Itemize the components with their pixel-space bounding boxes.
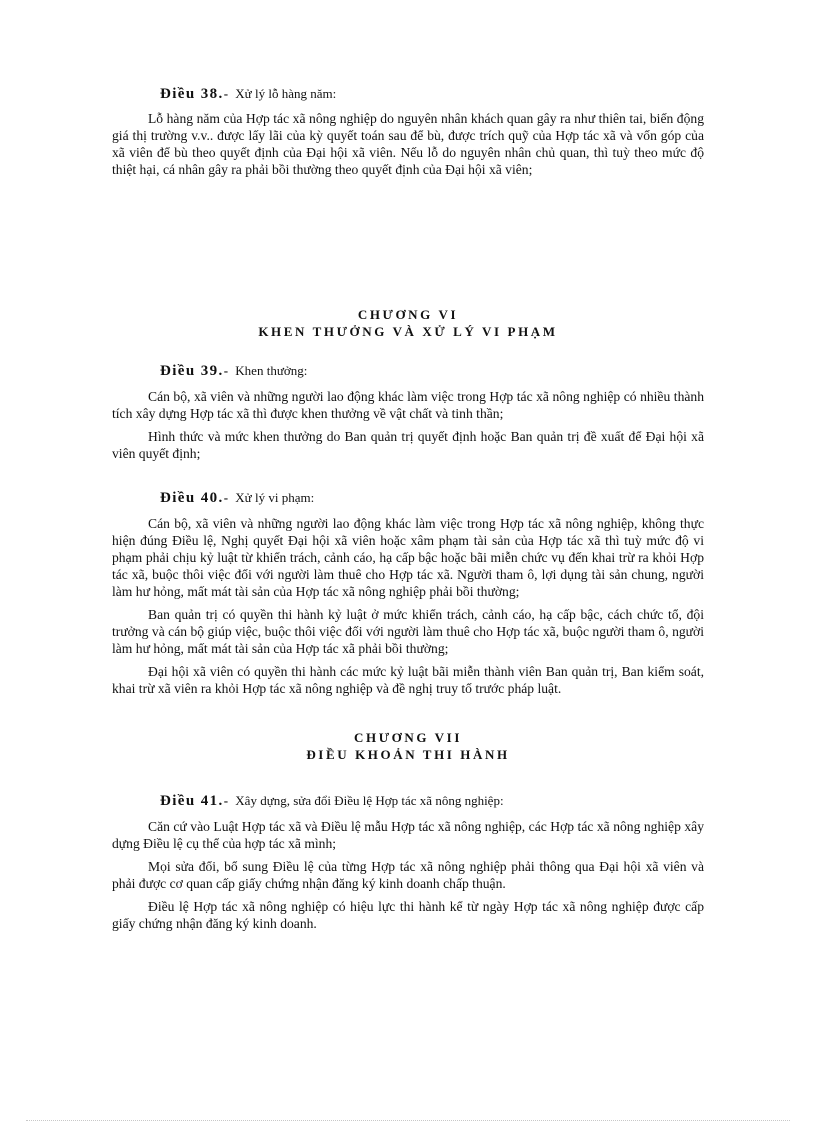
article-39-heading xyxy=(112,363,704,380)
article-40-paragraph-1: Cán bộ, xã viên và những người lao động khác làm việc trong Hợp tác xã nông nghiệp, không thực hiện đúng Điều lệ, Nghị quyết Đại hội xã viên hoặc xâm phạm tài sản của Hợp tác xã thì tuỳ mức độ vi phạm phải chịu kỷ luật từ khiển trách, cảnh cáo, hạ cấp bậc hoặc bãi miễn chức vụ đến khai trừ ra khỏi Hợp tác xã, buộc thôi việc đối với người làm thuê cho Hợp tác xã. Người tham ô, lợi dụng tài sản chung, người làm hư hỏng, mất mát tài sản của Hợp tác xã nông nghiệp phải bồi thường; xyxy=(112,516,704,599)
article-38 xyxy=(112,86,704,178)
article-40-dash: - xyxy=(223,490,229,505)
article-39-dash: - xyxy=(223,363,229,378)
article-41 xyxy=(112,793,704,932)
article-40 xyxy=(112,490,704,697)
article-38-heading xyxy=(112,86,704,103)
article-41-heading xyxy=(112,793,704,810)
article-40-paragraph-2: Ban quản trị có quyền thi hành kỷ luật ở mức khiển trách, cảnh cáo, hạ cấp bậc, cách chức tổ, đội trưởng và cán bộ giúp việc, buộc thôi việc đối với người làm thuê cho Hợp tác xã, buộc người tham ô, người làm hư hỏng, mất mát tài sản của Hợp tác xã phải bồi thường; xyxy=(112,607,704,656)
article-38-dash: - xyxy=(223,86,229,101)
article-41-dash: - xyxy=(223,793,229,808)
chapter-6-heading xyxy=(112,306,704,340)
chapter-7-heading xyxy=(112,729,704,763)
article-40-label: Điều 40. xyxy=(160,490,224,506)
page-bottom-rule xyxy=(26,1120,790,1121)
article-39-label: Điều 39. xyxy=(160,363,224,379)
article-41-paragraph-2: Mọi sửa đổi, bổ sung Điều lệ của từng Hợp tác xã nông nghiệp phải thông qua Đại hội xã viên và phải được cơ quan cấp giấy chứng nhận đăng ký kinh doanh chấp thuận. xyxy=(112,859,704,891)
chapter-7-title: ĐIỀU KHOẢN THI HÀNH xyxy=(306,747,510,762)
article-39-paragraph-1: Cán bộ, xã viên và những người lao động khác làm việc trong Hợp tác xã nông nghiệp có nhiều thành tích xây dựng Hợp tác xã thì được khen thưởng về vật chất và tinh thần; xyxy=(112,389,704,421)
chapter-6-number: CHƯƠNG VI xyxy=(357,307,459,322)
article-40-subtitle: Xử lý vi phạm: xyxy=(235,490,315,505)
article-40-paragraph-3: Đại hội xã viên có quyền thi hành các mức kỷ luật bãi miễn thành viên Ban quản trị, Ban kiểm soát, khai trừ xã viên ra khỏi Hợp tác xã nông nghiệp và đề nghị truy tố trước pháp luật. xyxy=(112,664,704,696)
article-40-heading xyxy=(112,490,704,507)
article-38-subtitle: Xử lý lỗ hàng năm: xyxy=(235,86,337,101)
article-41-paragraph-3: Điều lệ Hợp tác xã nông nghiệp có hiệu lực thi hành kể từ ngày Hợp tác xã nông nghiệp được cấp giấy chứng nhận đăng ký kinh doanh. xyxy=(112,899,704,931)
article-41-subtitle: Xây dựng, sửa đổi Điều lệ Hợp tác xã nông nghiệp: xyxy=(235,793,504,808)
article-39-subtitle: Khen thưởng: xyxy=(235,363,308,378)
article-41-label: Điều 41. xyxy=(160,793,224,809)
article-39 xyxy=(112,363,704,462)
chapter-6-title: KHEN THƯỞNG VÀ XỬ LÝ VI PHẠM xyxy=(258,324,558,339)
article-38-paragraph-1: Lỗ hàng năm của Hợp tác xã nông nghiệp do nguyên nhân khách quan gây ra như thiên tai, biến động giá thị trường v.v.. được lấy lãi của kỳ quyết toán sau để bù, được trích quỹ của Hợp tác xã và vốn góp của xã viên để bù theo quyết định của Đại hội xã viên. Nếu lỗ do nguyên nhân chủ quan, thì tuỳ theo mức độ thiệt hại, cá nhân gây ra phải bồi thường theo quyết định của Đại hội xã viên; xyxy=(112,111,704,177)
article-38-label: Điều 38. xyxy=(160,86,224,102)
document-page xyxy=(112,0,704,932)
article-41-paragraph-1: Căn cứ vào Luật Hợp tác xã và Điều lệ mẫu Hợp tác xã nông nghiệp, các Hợp tác xã nông nghiệp xây dựng Điều lệ cụ thể của hợp tác xã mình; xyxy=(112,819,704,851)
chapter-7-number: CHƯƠNG VII xyxy=(354,730,462,745)
article-39-paragraph-2: Hình thức và mức khen thưởng do Ban quản trị quyết định hoặc Ban quản trị đề xuất để Đại hội xã viên quyết định; xyxy=(112,429,704,461)
